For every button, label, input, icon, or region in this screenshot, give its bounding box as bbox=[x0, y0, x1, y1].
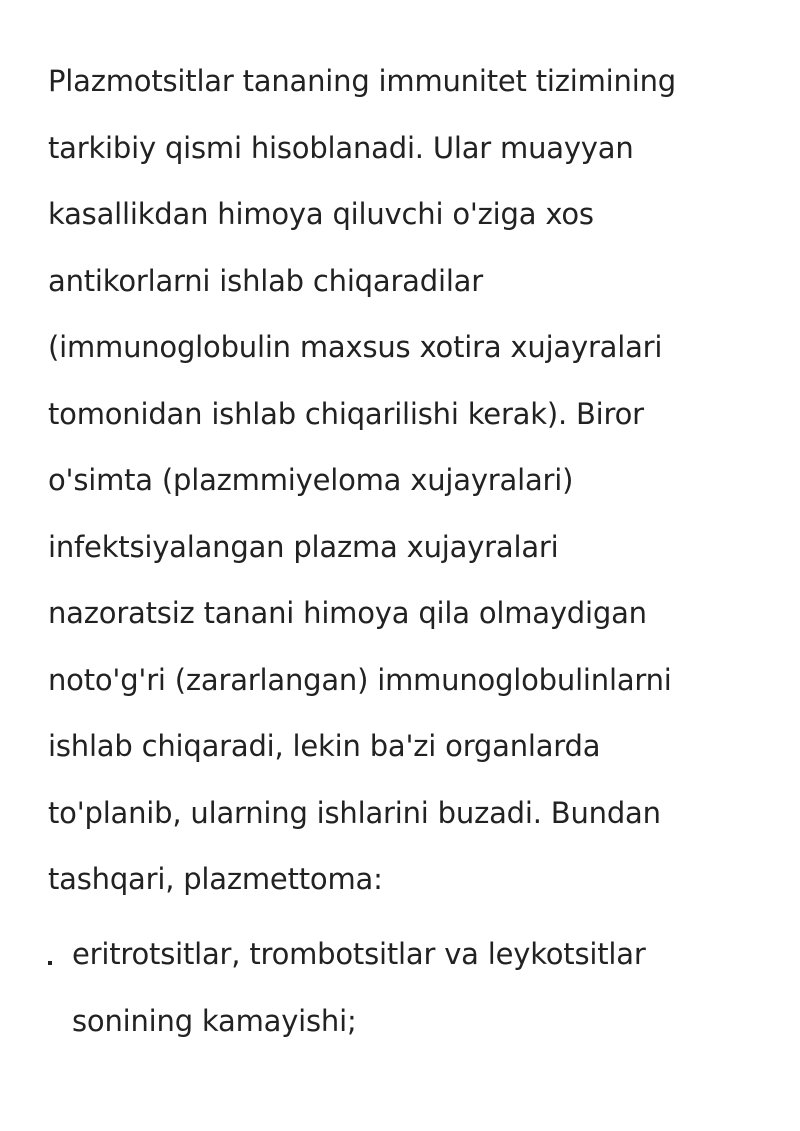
list-item bbox=[48, 921, 748, 1054]
list-item-line: eritrotsitlar, trombotsitlar va leykotsitlar bbox=[72, 937, 646, 971]
paragraph-line: noto'g'ri (zararlangan) immunoglobulinlarni bbox=[48, 662, 672, 697]
paragraph-line: o'simta (plazmmiyeloma xujayralari) bbox=[48, 463, 574, 497]
paragraph-line: kasallikdan himoya qiluvchi o'ziga xos bbox=[48, 197, 594, 231]
article-paragraph bbox=[48, 48, 748, 913]
paragraph-line: nazoratsiz tanani himoya qila olmaydigan bbox=[48, 596, 647, 630]
paragraph-line: tomonidan ishlab chiqarilishi kerak). Biror bbox=[48, 396, 644, 431]
paragraph-line: tarkibiy qismi hisoblanadi. Ular muayyan bbox=[48, 130, 634, 165]
list-item-line: sonining kamayishi; bbox=[72, 1003, 357, 1038]
paragraph-line: tashqari, plazmettoma: bbox=[48, 862, 383, 896]
paragraph-line: (immunoglobulin maxsus xotira xujayralari bbox=[48, 330, 663, 364]
paragraph-line: Plazmotsitlar tananing immunitet tizimining bbox=[48, 64, 676, 98]
bullet-list bbox=[48, 921, 748, 1054]
paragraph-line: infektsiyalangan plazma xujayralari bbox=[48, 529, 559, 564]
paragraph-line: antikorlarni ishlab chiqaradilar bbox=[48, 263, 483, 298]
paragraph-line: to'planib, ularning ishlarini buzadi. Bundan bbox=[48, 795, 661, 830]
bullet-point-icon bbox=[48, 961, 52, 965]
paragraph-line: ishlab chiqaradi, lekin ba'zi organlarda bbox=[48, 729, 601, 763]
article-body bbox=[48, 48, 748, 913]
